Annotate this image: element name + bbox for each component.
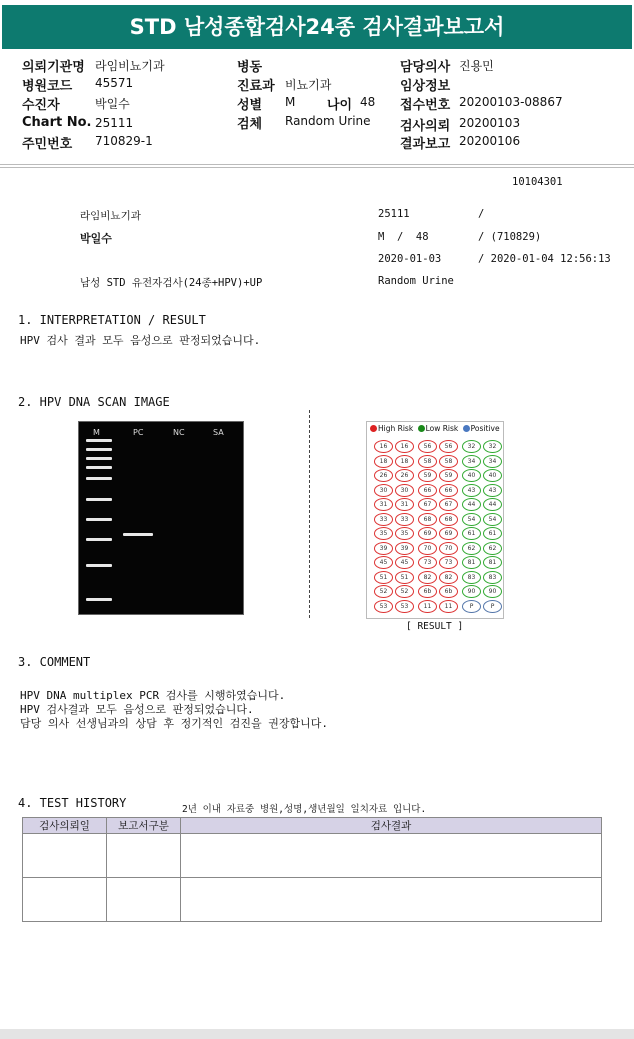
chip-well: 58 [418, 455, 437, 468]
chip-well: 83 [462, 571, 481, 584]
divider [0, 164, 634, 165]
dept-value: 비뇨기과 [285, 78, 332, 92]
chip-well: 81 [462, 556, 481, 569]
summary-date1: 2020-01-03 [378, 253, 442, 265]
ladder-band [86, 518, 112, 521]
summary-hospital: 라임비뇨기과 [80, 210, 141, 222]
section-4-title: 4. TEST HISTORY [18, 796, 127, 810]
history-cell [23, 878, 107, 922]
chip-well: 67 [418, 498, 437, 511]
summary-chart: 25111 [378, 208, 410, 220]
legend-low: Low Risk [425, 424, 459, 433]
chip-well: 53 [395, 600, 414, 613]
chip-well: 26 [374, 469, 393, 482]
hospital-value: 라임비뇨기과 [95, 59, 165, 73]
chip-well: 6b [418, 585, 437, 598]
report-label: 결과보고 [400, 137, 451, 152]
doc-number: 10104301 [512, 176, 563, 188]
chip-well: 68 [418, 513, 437, 526]
report-value: 20200106 [459, 134, 521, 148]
ladder-band [86, 538, 112, 541]
summary-test: 남성 STD 유전자검사(24종+HPV)+UP [80, 277, 263, 289]
hospital-label: 의뢰기관명 [22, 60, 85, 75]
sex-label: 성별 [237, 98, 263, 113]
history-cell [23, 834, 107, 878]
age-value: 48 [360, 95, 376, 109]
comment-line-3: 담당 의사 선생님과의 상담 후 정기적인 검진을 권장합니다. [20, 717, 329, 730]
chip-well: 81 [483, 556, 502, 569]
chart-value: 25111 [95, 116, 134, 130]
section-2-title: 2. HPV DNA SCAN IMAGE [18, 395, 170, 409]
code-label: 병원코드 [22, 79, 73, 94]
table-row [23, 878, 602, 922]
chip-well: 18 [374, 455, 393, 468]
chip-well: 16 [374, 440, 393, 453]
chip-result-label: [ RESULT ] [406, 621, 464, 632]
dept-label: 진료과 [237, 79, 275, 94]
chip-well: 62 [462, 542, 481, 555]
id-label: 주민번호 [22, 137, 73, 152]
chip-well: 45 [374, 556, 393, 569]
chip-well: 39 [395, 542, 414, 555]
chip-well: 32 [483, 440, 502, 453]
chip-well: 33 [374, 513, 393, 526]
section-1-title: 1. INTERPRETATION / RESULT [18, 313, 206, 327]
history-header-row [23, 818, 602, 834]
summary-birth: / (710829) [478, 231, 542, 243]
ward-label: 병동 [237, 60, 263, 75]
high-risk-dot-icon [370, 425, 377, 432]
sex-value: M [285, 95, 296, 109]
chip-well: 32 [462, 440, 481, 453]
id-value: 710829-1 [95, 134, 153, 148]
chip-well: 68 [439, 513, 458, 526]
legend-pos: Positive [470, 424, 500, 433]
chip-well: 45 [395, 556, 414, 569]
summary-specimen: Random Urine [378, 275, 454, 287]
chip-well: 11 [418, 600, 437, 613]
chip-well: 70 [418, 542, 437, 555]
chip-well: 58 [439, 455, 458, 468]
chip-well: 31 [395, 498, 414, 511]
gel-lane-pc: PC [133, 428, 144, 437]
chip-well: 30 [374, 484, 393, 497]
chip-well: 66 [418, 484, 437, 497]
summary-date2: / 2020-01-04 12:56:13 [478, 253, 611, 265]
age-label: 나이 [327, 98, 353, 113]
chip-well: 44 [462, 498, 481, 511]
request-value: 20200103 [459, 116, 521, 130]
receipt-label: 접수번호 [400, 98, 451, 113]
comment-line-1: HPV DNA multiplex PCR 검사를 시행하였습니다. [20, 689, 286, 702]
chip-well: 82 [418, 571, 437, 584]
low-risk-dot-icon [418, 425, 425, 432]
chip-well: 83 [483, 571, 502, 584]
doctor-value: 진용민 [459, 59, 494, 73]
section-1-text: HPV 검사 결과 모두 음성으로 판정되었습니다. [20, 334, 261, 347]
history-note: 2년 이내 자료중 병원,성명,생년월일 일치자료 입니다. [182, 804, 427, 815]
receipt-value: 20200103-08867 [459, 95, 563, 109]
chip-well: P [462, 600, 481, 613]
section-3-title: 3. COMMENT [18, 655, 91, 669]
history-table [22, 817, 602, 922]
chip-well: 66 [439, 484, 458, 497]
summary-patient: 박일수 [80, 232, 112, 245]
chip-well: 51 [374, 571, 393, 584]
chip-well: 53 [374, 600, 393, 613]
gel-lane-m: M [93, 428, 100, 437]
history-header: 검사결과 [181, 818, 602, 834]
patient-label: 수진자 [22, 98, 60, 113]
chip-well: 70 [439, 542, 458, 555]
history-header: 보고서구분 [107, 818, 181, 834]
page-footer [0, 1029, 634, 1039]
gel-lane-nc: NC [173, 428, 185, 437]
ladder-band [86, 498, 112, 501]
chip-well: 16 [395, 440, 414, 453]
chip-well: P [483, 600, 502, 613]
patient-info-block [0, 54, 634, 164]
chip-well: 33 [395, 513, 414, 526]
chip-well: 69 [418, 527, 437, 540]
chip-well: 43 [462, 484, 481, 497]
gel-image [78, 421, 244, 615]
chip-well: 59 [439, 469, 458, 482]
chip-well: 54 [462, 513, 481, 526]
chip-well: 51 [395, 571, 414, 584]
history-cell [107, 834, 181, 878]
ladder-band [86, 466, 112, 469]
gel-lane-sa: SA [213, 428, 224, 437]
chip-well: 61 [483, 527, 502, 540]
patient-value: 박일수 [95, 97, 130, 111]
doctor-label: 담당의사 [400, 60, 451, 75]
chart-label: Chart No. [22, 115, 92, 130]
request-label: 검사의뢰 [400, 119, 451, 134]
chip-well: 69 [439, 527, 458, 540]
chip-well: 73 [439, 556, 458, 569]
chip-well: 34 [462, 455, 481, 468]
chip-legend [370, 424, 500, 433]
ladder-band [86, 477, 112, 480]
comment-line-2: HPV 검사결과 모두 음성으로 판정되었습니다. [20, 703, 254, 716]
chip-well: 90 [483, 585, 502, 598]
ladder-band [86, 457, 112, 460]
chip-well: 18 [395, 455, 414, 468]
chip-well: 52 [395, 585, 414, 598]
dashed-divider [309, 410, 310, 618]
ladder-band [86, 439, 112, 442]
legend-high: High Risk [378, 424, 414, 433]
chip-well: 40 [462, 469, 481, 482]
chip-well: 30 [395, 484, 414, 497]
history-cell [107, 878, 181, 922]
chip-well: 34 [483, 455, 502, 468]
clinical-label: 임상정보 [400, 79, 451, 94]
chip-well: 56 [439, 440, 458, 453]
history-cell [181, 878, 602, 922]
code-value: 45571 [95, 76, 134, 90]
pc-band [123, 533, 153, 536]
summary-sex-age: M / 48 [378, 231, 429, 243]
ladder-band [86, 598, 112, 601]
chip-well: 61 [462, 527, 481, 540]
chip-well: 35 [395, 527, 414, 540]
history-cell [181, 834, 602, 878]
chip-well: 6b [439, 585, 458, 598]
chip-well: 73 [418, 556, 437, 569]
chip-well: 90 [462, 585, 481, 598]
ladder-band [86, 564, 112, 567]
specimen-label: 검체 [237, 117, 263, 132]
history-header: 검사의뢰일 [23, 818, 107, 834]
chip-well: 11 [439, 600, 458, 613]
chip-well: 52 [374, 585, 393, 598]
summary-slash: / [478, 208, 485, 220]
table-row [23, 834, 602, 878]
chip-well: 62 [483, 542, 502, 555]
report-title: STD 남성종합검사24종 검사결과보고서 [2, 5, 632, 49]
chip-well: 35 [374, 527, 393, 540]
chip-well: 40 [483, 469, 502, 482]
chip-well: 82 [439, 571, 458, 584]
specimen-value: Random Urine [285, 114, 371, 128]
chip-well: 39 [374, 542, 393, 555]
ladder-band [86, 448, 112, 451]
divider [0, 167, 634, 168]
hpv-chip [366, 421, 504, 619]
chip-well: 59 [418, 469, 437, 482]
chip-well: 26 [395, 469, 414, 482]
chip-well: 44 [483, 498, 502, 511]
chip-well: 31 [374, 498, 393, 511]
chip-well: 67 [439, 498, 458, 511]
chip-well: 43 [483, 484, 502, 497]
chip-well: 54 [483, 513, 502, 526]
positive-dot-icon [463, 425, 470, 432]
chip-well: 56 [418, 440, 437, 453]
